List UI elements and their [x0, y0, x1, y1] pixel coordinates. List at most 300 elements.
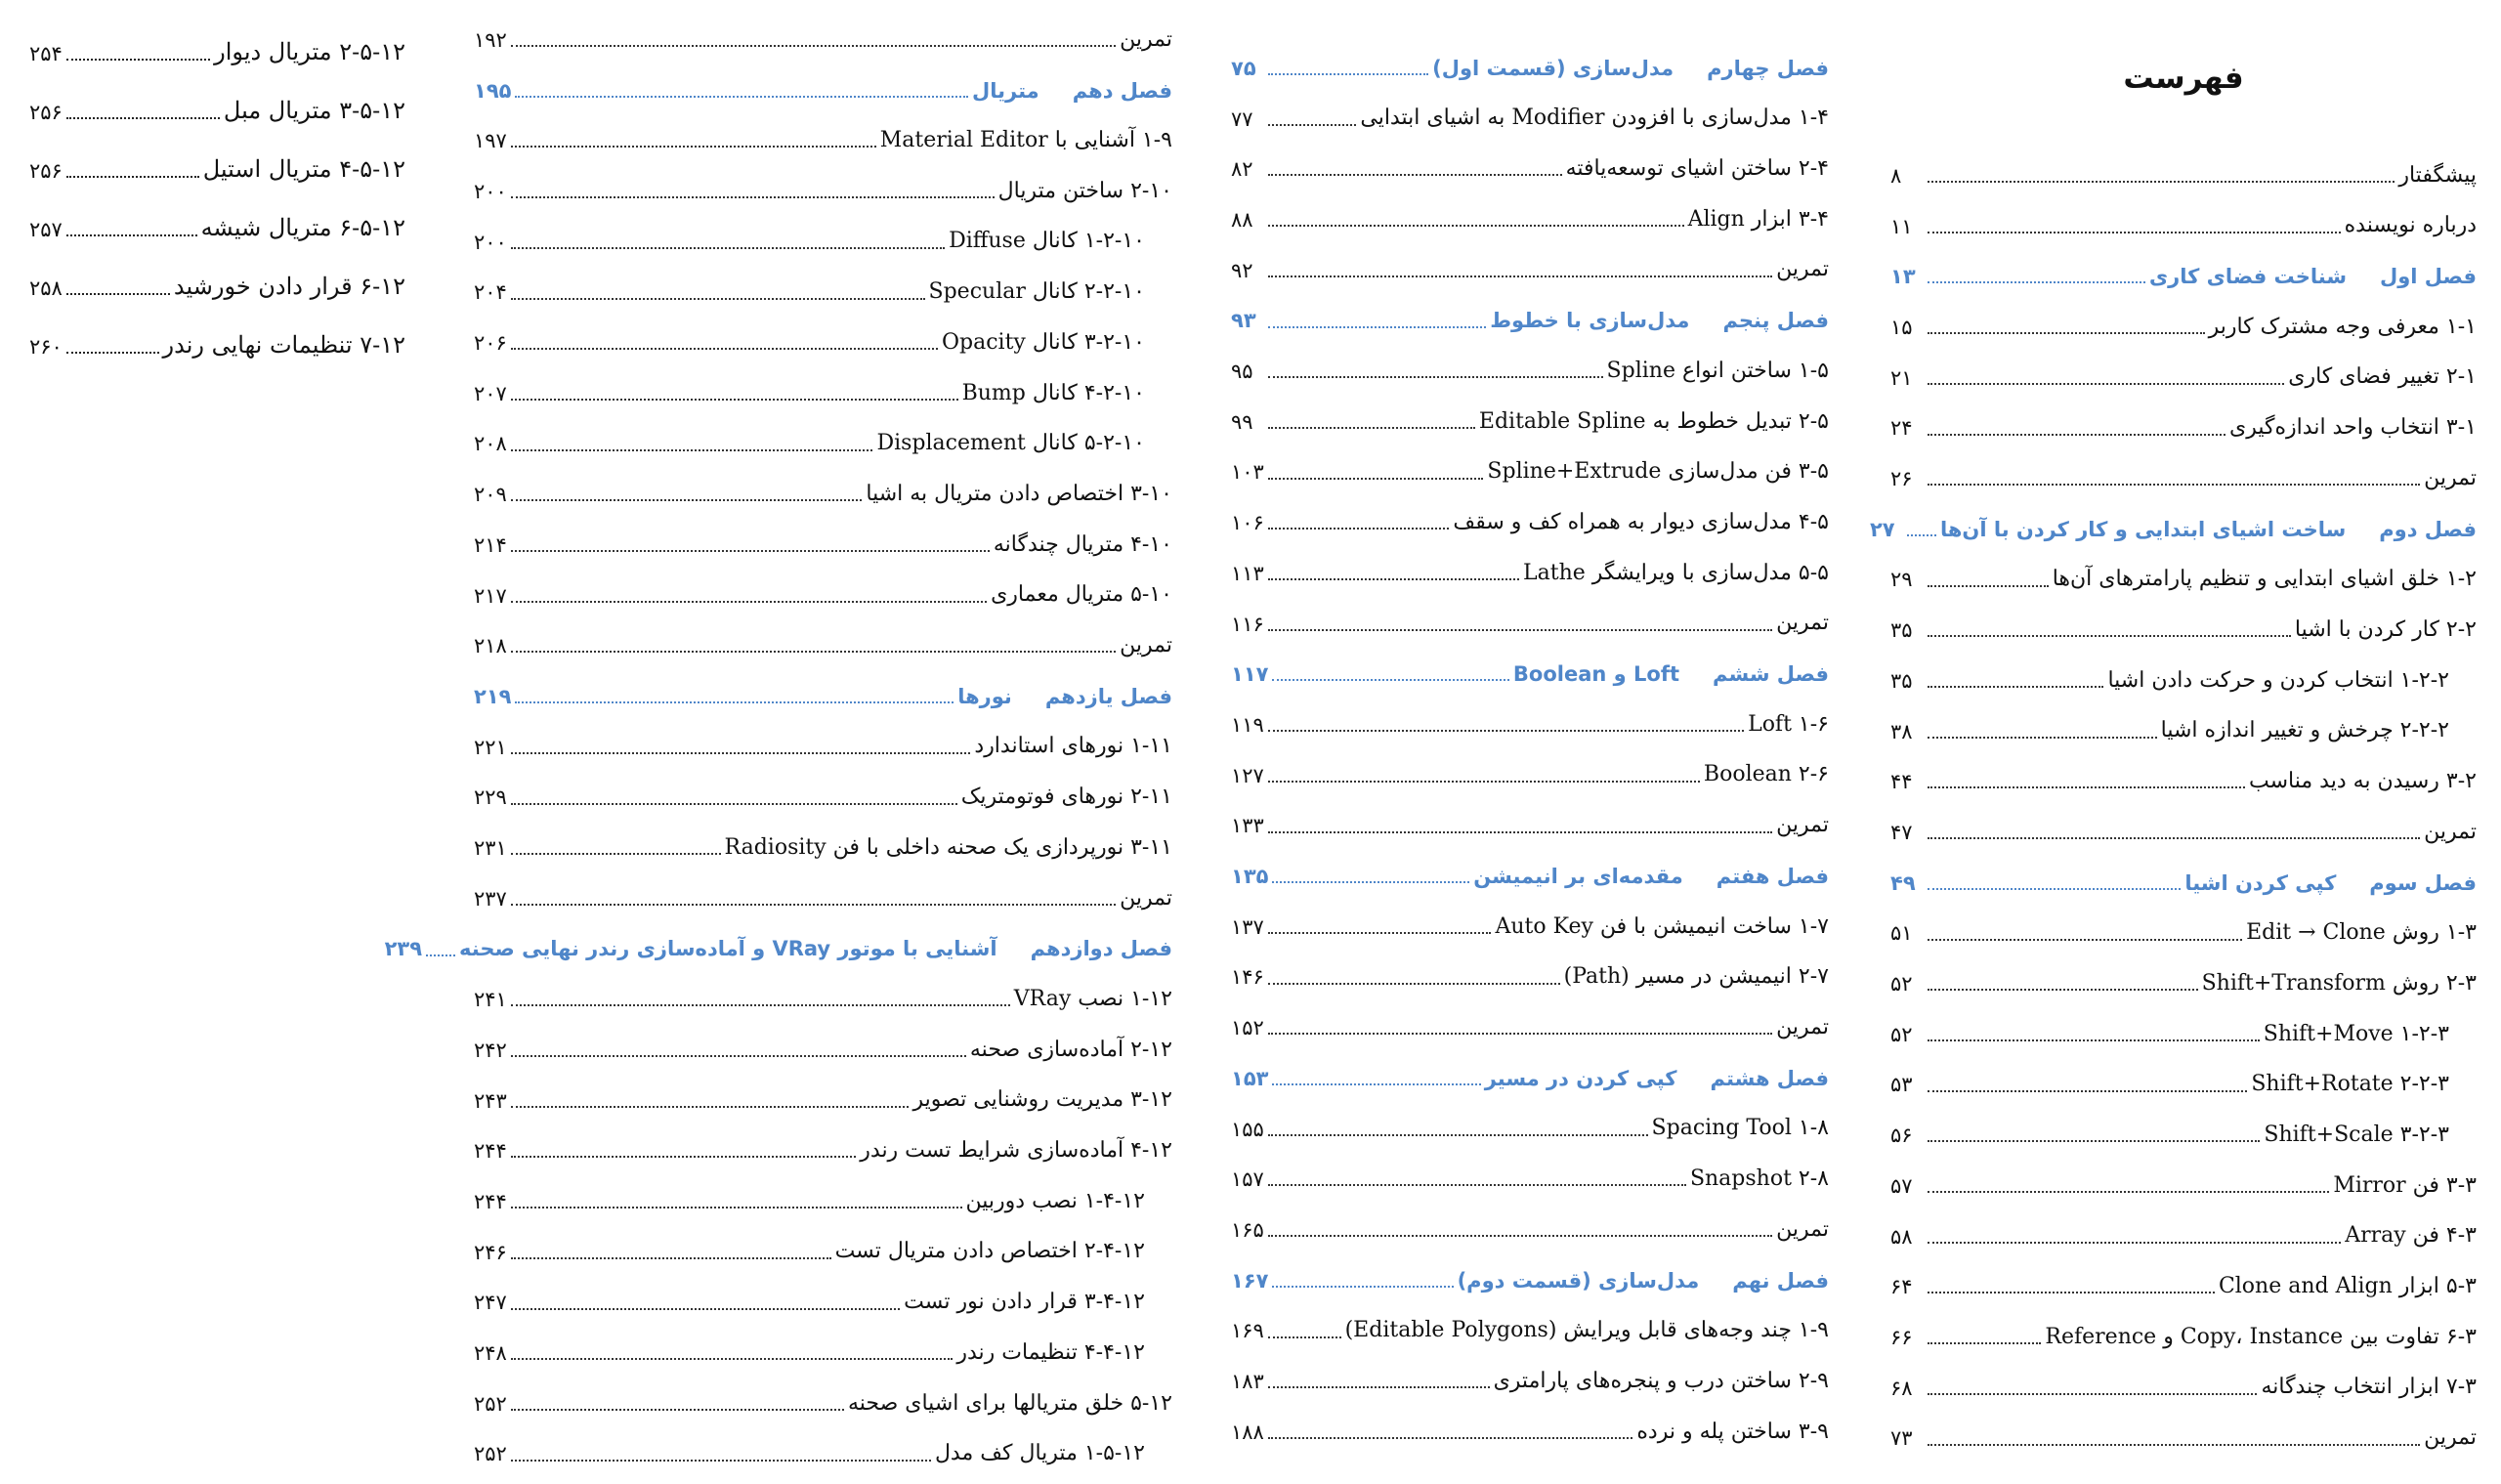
page-number: ۲۰۸ — [474, 432, 507, 456]
page-number: ۲۱۷ — [474, 583, 507, 608]
page-number: ۲۰۰ — [474, 179, 507, 203]
page-number: ۱۱۳ — [1231, 561, 1264, 585]
toc-entry-row — [474, 1329, 1172, 1368]
entry-label: درباره نویسنده — [2344, 213, 2477, 238]
entry-label: ۴-۲-۱۰ کانال Bump — [961, 380, 1145, 405]
entry-label: تمرین — [1120, 885, 1172, 911]
toc-entry-row — [474, 167, 1172, 206]
toc-entry-row — [1890, 202, 2477, 241]
entry-label: ۱-۱ معرفی وجه مشترک کاربر — [2208, 314, 2477, 339]
page-number: ۶۸ — [1890, 1376, 1913, 1400]
entry-label: ۳-۴-۱۲ قرار دادن نور تست — [904, 1290, 1145, 1315]
entry-label: تمرین — [2424, 465, 2477, 490]
page-number: ۹۵ — [1231, 360, 1253, 383]
toc-entry-row — [474, 269, 1172, 308]
page-number: ۹۲ — [1231, 258, 1253, 282]
dot-leader — [511, 803, 957, 805]
entry-label: ۴-۱۲ آماده‌سازی شرایط تست رندر — [860, 1138, 1172, 1163]
toc-entry-row — [1890, 1111, 2477, 1150]
entry-label: ۱-۷ ساخت انیمیشن با فن Auto Key — [1495, 913, 1829, 939]
toc-entry-row — [1231, 1408, 1829, 1447]
toc-entry-row — [1890, 606, 2477, 645]
page-number: ۲۱ — [1890, 365, 1913, 390]
page-number: ۴۹ — [1890, 870, 1916, 895]
dot-leader — [511, 1207, 962, 1208]
entry-label: ۵-۲-۱۰ کانال Displacement — [876, 431, 1145, 456]
dot-leader — [1268, 1437, 1632, 1439]
toc-chapter-row — [384, 925, 1172, 964]
page-number: ۲۴۷ — [474, 1291, 507, 1315]
entry-label: ۵-۱۰ متریال معماری — [991, 582, 1172, 608]
entry-label: ۳-۵ فن مدل‌سازی Spline+Extrude — [1487, 459, 1829, 485]
entry-label: پیشگفتار — [2398, 162, 2477, 188]
page-number: ۱۳ — [1890, 265, 1916, 289]
dot-leader — [1268, 225, 1684, 227]
dot-leader — [1928, 181, 2395, 183]
entry-label: ۲-۱۱ نورهای فوتومتریک — [960, 784, 1172, 810]
page-number: ۲۱۹ — [474, 684, 512, 708]
chapter-title: مدل‌سازی (قسمت دوم) — [1457, 1268, 1700, 1293]
dot-leader — [426, 954, 455, 956]
entry-label: ۱-۲-۱۰ کانال Diffuse — [949, 229, 1145, 254]
toc-entry-row — [1890, 303, 2477, 342]
page-number: ۵۳ — [1890, 1073, 1913, 1097]
dot-leader — [515, 701, 954, 703]
page-number: ۱۵ — [1890, 315, 1913, 339]
dot-leader — [1272, 1286, 1453, 1288]
page-number: ۲۴۸ — [474, 1341, 507, 1365]
dot-leader — [1928, 1090, 2247, 1092]
dot-leader — [1928, 837, 2420, 839]
chapter-label — [1432, 57, 1829, 83]
toc-entry-row — [1231, 246, 1829, 285]
entry-label: ۲-۹ ساختن درب و پنجره‌های پارامتری — [1493, 1368, 1829, 1393]
toc-entry-row — [474, 318, 1172, 358]
chapter-label — [1473, 865, 1829, 891]
dot-leader — [1272, 679, 1508, 681]
entry-label: تمرین — [1776, 813, 1829, 838]
toc-entry-row — [1890, 1313, 2477, 1352]
page-number: ۲۴۴ — [474, 1189, 507, 1213]
chapter-number: فصل دوم — [2379, 517, 2477, 541]
dot-leader — [1268, 629, 1772, 631]
toc-entry-row — [474, 1279, 1172, 1318]
entry-label: ۱-۸ Spacing Tool — [1651, 1116, 1829, 1141]
dot-leader — [66, 117, 220, 119]
toc-entry-row — [29, 322, 405, 361]
page-number: ۱۱ — [1890, 214, 1913, 238]
dot-leader — [1928, 635, 2291, 637]
entry-label: ۷-۱۲ تنظیمات نهایی رندر — [162, 331, 405, 360]
page-number: ۶۶ — [1890, 1325, 1913, 1349]
dot-leader — [1268, 1235, 1772, 1237]
toc-entry-row — [1890, 757, 2477, 796]
dot-leader — [511, 449, 872, 451]
entry-label: تمرین — [2424, 819, 2477, 844]
entry-label: ۲-۱ تغییر فضای کاری — [2288, 364, 2477, 390]
page-number: ۲۴۶ — [474, 1240, 507, 1264]
page-number: ۲۳۹ — [384, 937, 423, 961]
chapter-title: آشنایی با موتور VRay و آماده‌سازی رندر نهایی صحنه — [459, 937, 997, 961]
toc-entry-row — [474, 16, 1172, 55]
dot-leader — [1928, 686, 2103, 688]
entry-label: ۱-۲ خلق اشیای ابتدایی و تنظیم پارامترهای آن‌ها — [2052, 567, 2477, 592]
chapter-label — [957, 685, 1172, 711]
toc-entry-row — [1890, 1212, 2477, 1251]
entry-label: تمرین — [1776, 257, 1829, 282]
toc-entry-row — [1890, 1262, 2477, 1301]
page-number: ۲۳۱ — [474, 836, 507, 860]
page-number: ۲۰۰ — [474, 230, 507, 254]
toc-entry-row — [1890, 657, 2477, 696]
entry-label: ۲-۲-۱۰ کانال Specular — [928, 279, 1145, 305]
dot-leader — [1268, 730, 1744, 732]
dot-leader — [1928, 989, 2198, 991]
dot-leader — [1928, 1242, 2341, 1244]
dot-leader — [1928, 786, 2245, 788]
dot-leader — [1928, 1393, 2257, 1395]
dot-leader — [1272, 881, 1469, 883]
entry-label: ۳-۱۰ اختصاص دادن متریال به اشیا — [866, 481, 1172, 506]
page-number: ۲۱۸ — [474, 634, 507, 658]
entry-label: ۲-۲ کار کردن با اشیا — [2294, 616, 2477, 642]
toc-entry-row — [474, 369, 1172, 408]
entry-label: ۱-۵ ساختن انواع Spline — [1606, 358, 1829, 383]
dot-leader — [511, 1308, 900, 1310]
page-number: ۲۲۹ — [474, 785, 507, 810]
dot-leader — [1268, 124, 1356, 126]
page-number: ۲۵۷ — [29, 217, 63, 241]
dot-leader — [511, 1358, 953, 1360]
page-number: ۸ — [1890, 163, 1902, 188]
page-number: ۱۳۵ — [1231, 865, 1269, 888]
dot-leader — [511, 550, 990, 552]
page-number: ۲۰۴ — [474, 280, 507, 305]
entry-label: ۱-۲-۲ انتخاب کردن و حرکت دادن اشیا — [2107, 667, 2449, 693]
page-number: ۴۴ — [1890, 770, 1913, 794]
chapter-title: مقدمه‌ای بر انیمیشن — [1473, 865, 1683, 888]
dot-leader — [511, 1156, 856, 1158]
dot-leader — [511, 853, 721, 855]
page-number: ۲۵۲ — [474, 1391, 507, 1416]
page-number: ۲۴۲ — [474, 1038, 507, 1062]
dot-leader — [511, 146, 876, 148]
dot-leader — [1928, 737, 2157, 739]
toc-entry-row — [474, 1177, 1172, 1216]
dot-leader — [1268, 983, 1560, 985]
page-number: ۱۶۹ — [1231, 1319, 1264, 1343]
entry-label: ۲-۳ روش Shift+Transform — [2201, 970, 2477, 996]
toc-chapter-row — [1231, 650, 1829, 689]
dot-leader — [1928, 232, 2341, 233]
chapter-title: مدل‌سازی با خطوط — [1490, 309, 1690, 333]
chapter-label — [1940, 518, 2477, 544]
dot-leader — [511, 1257, 831, 1259]
chapter-title: Loft و Boolean — [1512, 662, 1679, 687]
toc-entry-row — [474, 723, 1172, 762]
chapter-label — [1485, 1067, 1829, 1093]
page-number: ۱۵۷ — [1231, 1167, 1264, 1192]
page-number: ۹۳ — [1231, 309, 1256, 333]
entry-label: ۵-۳ ابزار Clone and Align — [2218, 1274, 2477, 1298]
toc-entry-row — [1890, 151, 2477, 191]
page-number: ۹۹ — [1231, 409, 1253, 434]
entry-label: ۲-۸ Snapshot — [1689, 1166, 1829, 1191]
entry-label: ۴-۱۰ متریال چندگانه — [993, 531, 1172, 557]
entry-label: تمرین — [1120, 26, 1172, 52]
entry-label: ۱-۶ Loft — [1748, 711, 1829, 737]
page-number: ۱۳۳ — [1231, 814, 1264, 838]
dot-leader — [1268, 1184, 1686, 1186]
toc-chapter-row — [1231, 1256, 1829, 1295]
entry-label: تمرین — [2424, 1425, 2477, 1451]
dot-leader — [511, 45, 1116, 47]
toc-entry-row — [1231, 600, 1829, 639]
dot-leader — [1928, 1140, 2260, 1142]
toc-entry-row — [474, 470, 1172, 509]
page-number: ۵۸ — [1890, 1224, 1913, 1249]
dot-leader — [511, 298, 925, 300]
entry-label: ۴-۵-۱۲ متریال استیل — [202, 155, 405, 184]
toc-entry-row — [1231, 954, 1829, 993]
dot-leader — [1268, 781, 1700, 783]
chapter-number: فصل اول — [2380, 265, 2477, 289]
toc-chapter-row — [1231, 44, 1829, 83]
toc-chapter-row — [1890, 859, 2477, 898]
dot-leader — [1268, 276, 1772, 277]
chapter-number: فصل دوازدهم — [1030, 937, 1172, 961]
page-number: ۱۹۵ — [474, 78, 512, 103]
entry-label: ۳-۴ ابزار Align — [1687, 206, 1829, 232]
toc-entry-row — [1890, 1415, 2477, 1454]
toc-entry-row — [474, 774, 1172, 813]
page-number: ۷۵ — [1231, 56, 1256, 80]
dot-leader — [1268, 528, 1449, 530]
entry-label: تمرین — [1776, 1014, 1829, 1039]
entry-label: ۶-۱۲ قرار دادن خورشید — [173, 273, 405, 301]
toc-entry-row — [474, 975, 1172, 1014]
toc-entry-row — [474, 621, 1172, 660]
entry-label: ۳-۱۲ مدیریت روشنایی تصویر — [912, 1087, 1172, 1113]
entry-label: تمرین — [1776, 611, 1829, 636]
dot-leader — [511, 499, 862, 501]
entry-label: ۱-۵-۱۲ متریال کف مدل — [934, 1441, 1145, 1466]
entry-label: ۱-۹ آشنایی با Material Editor — [879, 128, 1172, 152]
page-number: ۲۵۴ — [29, 41, 63, 65]
toc-entry-row — [474, 521, 1172, 560]
page-number: ۱۹۲ — [474, 27, 507, 52]
page-number: ۳۸ — [1890, 719, 1913, 743]
chapter-label — [972, 79, 1172, 106]
page-number: ۳۵ — [1890, 618, 1913, 643]
chapter-number: فصل دهم — [1072, 78, 1172, 103]
entry-label: ۳-۲-۱۰ کانال Opacity — [942, 329, 1145, 355]
dot-leader — [511, 601, 987, 603]
toc-entry-row — [1231, 1155, 1829, 1194]
toc-entry-row — [1231, 95, 1829, 134]
dot-leader — [1928, 1444, 2420, 1446]
toc-entry-row — [474, 1430, 1172, 1469]
dot-leader — [511, 752, 970, 754]
page-number: ۱۸۳ — [1231, 1370, 1264, 1393]
toc-chapter-row — [1231, 1054, 1829, 1093]
page-number: ۱۲۷ — [1231, 763, 1264, 787]
page-number: ۱۱۷ — [1231, 662, 1269, 687]
chapter-label — [1458, 1269, 1829, 1295]
toc-entry-row — [1231, 1105, 1829, 1144]
entry-label: ۳-۱ انتخاب واحد اندازه‌گیری — [2229, 415, 2477, 441]
chapter-label — [1490, 309, 1829, 335]
dot-leader — [511, 1460, 931, 1462]
toc-entry-row — [1231, 347, 1829, 386]
page-number: ۵۱ — [1890, 921, 1913, 946]
toc-entry-row — [1890, 1010, 2477, 1049]
chapter-number: فصل پنجم — [1722, 309, 1829, 333]
dot-leader — [511, 348, 938, 350]
dot-leader — [1928, 484, 2420, 486]
page-number: ۵۲ — [1890, 972, 1913, 996]
entry-label: ۳-۳ فن Mirror — [2333, 1172, 2477, 1198]
toc-entry-row — [474, 116, 1172, 155]
page-number: ۶۴ — [1890, 1275, 1913, 1299]
dot-leader — [1268, 1386, 1490, 1388]
entry-label: ۱-۹ چند وجه‌های قابل ویرایش (Editable Polygons) — [1344, 1318, 1829, 1343]
toc-entry-row — [1231, 1003, 1829, 1042]
toc-title: فهرست — [2123, 61, 2244, 96]
toc-entry-row — [474, 1228, 1172, 1267]
toc-entry-row — [474, 572, 1172, 611]
entry-label: ۱-۴-۱۲ نصب دوربین — [965, 1188, 1145, 1213]
page-number: ۳۵ — [1890, 668, 1913, 693]
dot-leader — [511, 904, 1116, 906]
toc-entry-row — [1890, 910, 2477, 949]
entry-label: ۲-۲-۲ چرخش و تغییر اندازه اشیا — [2160, 718, 2449, 743]
entry-label: ۲-۵ تبدیل خطوط به Editable Spline — [1478, 408, 1829, 434]
page-number: ۲۰۶ — [474, 331, 507, 355]
dot-leader — [1268, 932, 1491, 934]
entry-label: ۵-۵ مدل‌سازی با ویرایشگر Lathe — [1523, 560, 1829, 585]
toc-entry-row — [1890, 404, 2477, 444]
page-number: ۲۴۳ — [474, 1088, 507, 1113]
toc-chapter-row — [474, 672, 1172, 711]
page-number: ۸۲ — [1231, 157, 1253, 182]
toc-entry-row — [1890, 959, 2477, 998]
entry-label: ۶-۳ تفاوت بین Copy، Instance و Reference — [2045, 1324, 2477, 1349]
chapter-title: شناخت فضای کاری — [2148, 265, 2348, 289]
page-number: ۷۷ — [1231, 106, 1253, 131]
entry-label: ۷-۳ ابزار انتخاب چندگانه — [2261, 1375, 2477, 1400]
page-number: ۲۵۶ — [29, 100, 63, 124]
entry-label: تمرین — [1120, 633, 1172, 657]
dot-leader — [1268, 174, 1562, 176]
dot-leader — [1268, 831, 1772, 833]
dot-leader — [1928, 585, 2049, 587]
entry-label: ۶-۵-۱۲ متریال شیشه — [200, 214, 405, 242]
toc-entry-row — [1231, 498, 1829, 537]
dot-leader — [1928, 332, 2205, 334]
toc-entry-row — [1231, 751, 1829, 790]
chapter-title: نورها — [957, 684, 1012, 708]
entry-label: ۳-۲-۳ Shift+Scale — [2264, 1122, 2449, 1147]
toc-entry-row — [474, 824, 1172, 863]
entry-label: ۲-۷ انیمیشن در مسیر (Path) — [1563, 964, 1829, 990]
chapter-number: فصل هشتم — [1710, 1066, 1829, 1090]
page-number: ۴۷ — [1890, 820, 1913, 844]
dot-leader — [66, 176, 199, 178]
page-number: ۲۴ — [1890, 416, 1913, 441]
page-number: ۲۵۲ — [474, 1442, 507, 1466]
toc-entry-row — [1890, 1364, 2477, 1403]
page-number: ۲۹ — [1890, 568, 1913, 592]
dot-leader — [511, 399, 958, 401]
page-number: ۲۴۴ — [474, 1139, 507, 1164]
toc-entry-row — [1231, 549, 1829, 588]
dot-leader — [1272, 1083, 1480, 1085]
toc-entry-row — [1231, 398, 1829, 437]
dot-leader — [1928, 1342, 2041, 1344]
page-number: ۲۰۹ — [474, 483, 507, 507]
toc-entry-row — [474, 218, 1172, 257]
toc-entry-row — [474, 874, 1172, 913]
chapter-label — [459, 937, 1172, 963]
dot-leader — [66, 59, 210, 61]
page-number: ۲۵۶ — [29, 158, 63, 183]
entry-label: ۴-۳ فن Array — [2345, 1223, 2477, 1249]
chapter-number: فصل سوم — [2369, 870, 2477, 895]
page-number: ۵۶ — [1890, 1124, 1913, 1148]
chapter-label — [2184, 871, 2477, 898]
entry-label: ۲-۲-۳ Shift+Rotate — [2251, 1072, 2449, 1097]
toc-entry-row — [1890, 454, 2477, 493]
dot-leader — [1928, 1039, 2260, 1041]
entry-label: ۵-۱۲ خلق متریالها برای اشیای صحنه — [847, 1390, 1172, 1416]
dot-leader — [1268, 376, 1603, 378]
page-number: ۵۲ — [1890, 1022, 1913, 1046]
dot-leader — [1268, 1134, 1648, 1136]
toc-entry-row — [1231, 1357, 1829, 1396]
dot-leader — [1268, 1336, 1341, 1338]
page-number: ۱۶۷ — [1231, 1268, 1269, 1293]
page-number: ۲۶ — [1890, 467, 1913, 490]
page-number: ۱۵۲ — [1231, 1016, 1264, 1040]
page-number: ۱۳۷ — [1231, 914, 1264, 939]
dot-leader — [511, 1409, 844, 1411]
toc-entry-row — [1231, 903, 1829, 942]
page-number: ۸۸ — [1231, 207, 1253, 232]
page-number: ۲۱۴ — [474, 532, 507, 557]
dot-leader — [1907, 534, 1936, 536]
page-number: ۱۸۸ — [1231, 1420, 1264, 1444]
page-number: ۲۴۱ — [474, 988, 507, 1012]
entry-label: ۱-۲-۳ Shift+Move — [2263, 1021, 2449, 1046]
dot-leader — [1268, 326, 1486, 328]
chapter-label — [1513, 662, 1829, 689]
chapter-title: متریال — [972, 78, 1039, 103]
toc-entry-row — [29, 88, 405, 127]
entry-label: ۱-۴ مدل‌سازی با افزودن Modifier به اشیای ابتدایی — [1360, 106, 1829, 131]
chapter-title: ساخت اشیای ابتدایی و کار کردن با آن‌ها — [1939, 517, 2347, 541]
toc-entry-row — [474, 1026, 1172, 1065]
entry-label: ۳-۲ رسیدن به دید مناسب — [2249, 769, 2477, 793]
dot-leader — [1928, 434, 2225, 436]
entry-label: تمرین — [1776, 1216, 1829, 1242]
page-number: ۱۱۶ — [1231, 612, 1264, 636]
entry-label: ۲-۱۲ آماده‌سازی صحنه — [969, 1037, 1172, 1062]
page-number: ۱۵۳ — [1231, 1066, 1269, 1090]
toc-entry-row — [474, 1379, 1172, 1419]
toc-entry-row — [1231, 1206, 1829, 1245]
page-number: ۲۵۸ — [29, 276, 63, 300]
